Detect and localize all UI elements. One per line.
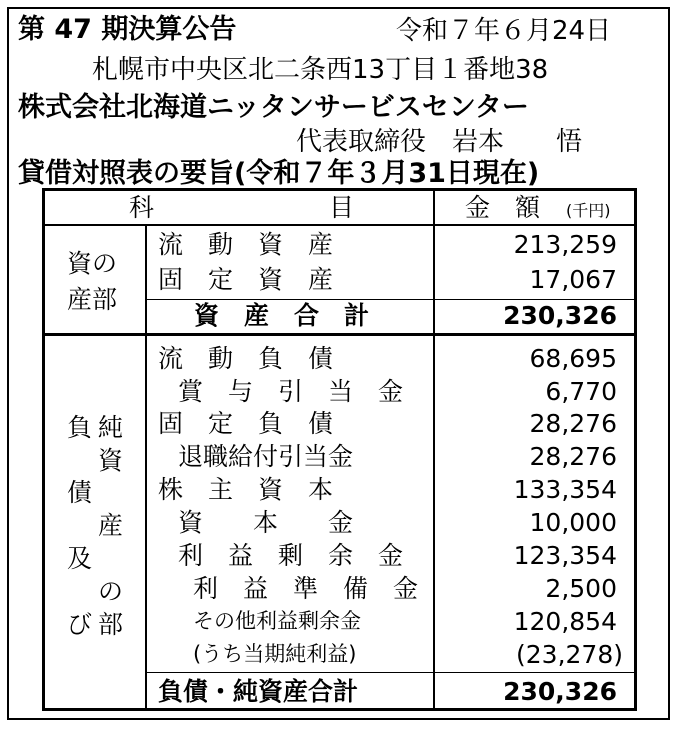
column-header-item-left: 科: [129, 193, 155, 222]
assets-total-value: 230,326: [503, 301, 617, 330]
company-address: 札幌市中央区北二条西13丁目１番地38: [92, 55, 549, 85]
liab-row-label: 流 動 負 債: [158, 344, 334, 373]
equity-row-label: その他利益剰余金: [193, 609, 361, 633]
liab-group-char: 及: [67, 544, 93, 573]
equity-row-value: (23,278): [516, 640, 623, 669]
equity-group-char: 資: [98, 446, 124, 475]
equity-row-label: 株 主 資 本: [158, 475, 334, 504]
asset-row-value: 17,067: [529, 265, 617, 294]
equity-row-label: 資 本 金: [178, 508, 354, 537]
liab-row-label: 固 定 負 債: [158, 409, 334, 438]
liab-group-char: 負: [67, 413, 93, 442]
company-name: 株式会社北海道ニッタンサービスセンター: [18, 92, 529, 123]
liab-row-value: 28,276: [529, 409, 617, 438]
equity-group-char: 純: [98, 413, 124, 442]
equity-row-value: 120,854: [513, 607, 617, 636]
column-header-unit: (千円): [566, 201, 611, 220]
liab-row-value: 28,276: [529, 442, 617, 471]
equity-row-label: 利 益 剰 余 金: [178, 541, 404, 570]
liab-equity-total-value: 230,326: [503, 677, 617, 706]
asset-row-value: 213,259: [513, 230, 617, 259]
statement-title: 貸借対照表の要旨(令和７年３月31日現在): [18, 158, 540, 189]
equity-row-label: 利 益 準 備 金: [193, 574, 419, 603]
assets-total-label: 資 産 合 計: [194, 301, 370, 330]
notice-title: 第 47 期決算公告: [18, 14, 237, 45]
equity-group-char: の: [98, 577, 124, 606]
column-header-amount: 金 額: [465, 193, 541, 222]
liab-row-value: 68,695: [529, 344, 617, 373]
liab-row-label: 退職給付引当金: [178, 442, 354, 471]
balance-sheet-table: [42, 188, 637, 711]
liab-equity-total-label: 負債・純資産合計: [158, 677, 359, 706]
liab-group-char: び: [67, 610, 93, 639]
equity-row-value: 123,354: [513, 541, 617, 570]
asset-row-label: 流 動 資 産: [158, 230, 334, 259]
column-header-item-right: 目: [329, 193, 355, 222]
equity-row-value: 10,000: [529, 508, 617, 537]
equity-group-char: 部: [98, 610, 124, 639]
equity-row-value: 133,354: [513, 475, 617, 504]
equity-row-value: 2,500: [545, 574, 617, 603]
equity-group-char: 産: [98, 511, 124, 540]
assets-group-label-2: 産部: [67, 285, 118, 314]
asset-row-label: 固 定 資 産: [158, 265, 334, 294]
liab-row-label: 賞 与 引 当 金: [178, 377, 404, 406]
equity-row-label: (うち当期純利益): [193, 642, 357, 666]
liab-group-char: 債: [67, 478, 93, 507]
representative: 代表取締役 岩本 悟: [296, 127, 583, 157]
assets-group-label: 資の: [67, 249, 118, 278]
liab-row-value: 6,770: [545, 377, 617, 406]
notice-date: 令和７年６月24日: [396, 16, 612, 46]
